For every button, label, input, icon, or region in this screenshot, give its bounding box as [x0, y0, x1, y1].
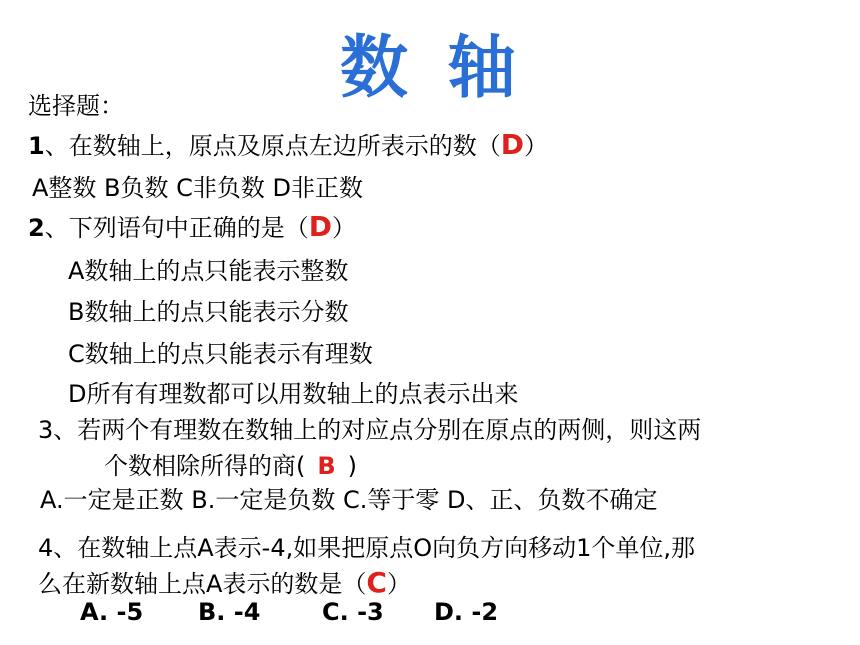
question-2-option-a: A数轴上的点只能表示整数 [68, 257, 349, 285]
question-1-text: 、在数轴上，原点及原点左边所表示的数（ [44, 132, 501, 160]
question-2-text: 、下列语句中正确的是（ [44, 214, 309, 242]
question-2-option-b: B数轴上的点只能表示分数 [68, 298, 349, 326]
question-4-option-a: A. -5 [80, 598, 144, 626]
question-3-answer: B [317, 452, 336, 480]
question-2-close: ） [331, 214, 356, 242]
question-4-line-1: 4、在数轴上点A表示-4,如果把原点O向负方向移动1个单位,那 [38, 534, 696, 562]
question-3-line-2 [104, 446, 357, 481]
question-3-text: 个数相除所得的商( [104, 452, 306, 480]
question-3-line-1: 3、若两个有理数在数轴上的对应点分别在原点的两侧，则这两 [38, 416, 702, 444]
question-2-answer: D [308, 210, 332, 243]
question-4-option-d: D. -2 [434, 598, 499, 626]
question-4-close: ） [386, 570, 411, 598]
question-4-answer: C [366, 566, 387, 599]
question-4-line-2 [38, 564, 411, 599]
question-3-options: A.一定是正数 B.一定是负数 C.等于零 D、正、负数不确定 [40, 486, 658, 514]
question-2-option-c: C数轴上的点只能表示有理数 [68, 340, 373, 368]
question-2 [28, 208, 356, 243]
question-3-close: ) [347, 452, 358, 480]
question-1-close: ） [523, 132, 548, 160]
question-4-option-c: C. -3 [322, 598, 384, 626]
question-2-option-d: D所有有理数都可以用数轴上的点表示出来 [68, 380, 519, 408]
question-1-options: A整数 B负数 C非负数 D非正数 [32, 174, 364, 202]
section-label: 选择题： [28, 92, 124, 120]
question-1-number: 1 [28, 132, 45, 160]
question-2-number: 2 [28, 214, 45, 242]
question-1 [28, 126, 548, 161]
question-4-text: 么在新数轴上点A表示的数是（ [38, 570, 367, 598]
page-title: 数 轴 [340, 29, 524, 108]
question-1-answer: D [500, 128, 524, 161]
question-4-option-b: B. -4 [198, 598, 261, 626]
